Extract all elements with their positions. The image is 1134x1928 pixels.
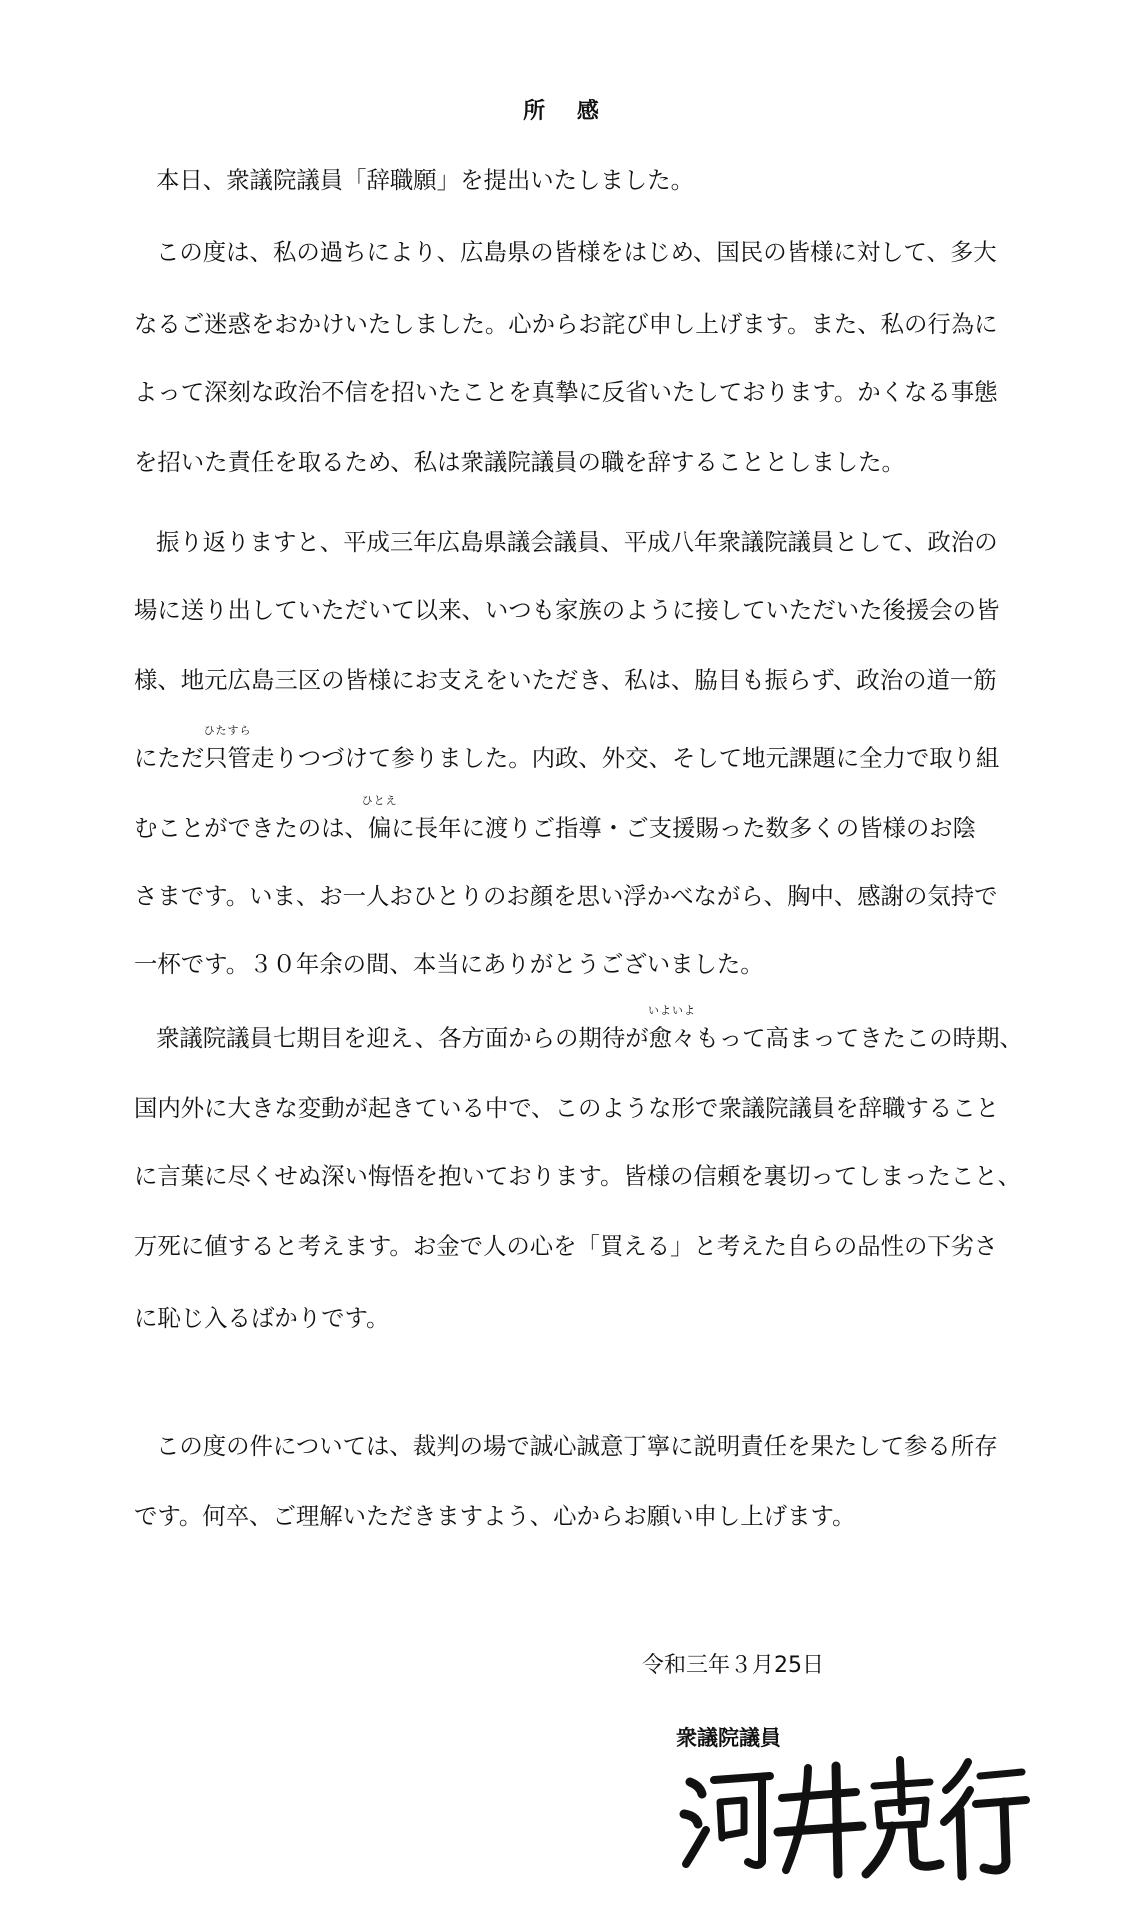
line-2: この度は、私の過ちにより、広島県の皆様をはじめ、国民の皆様に対して、多大: [156, 238, 997, 266]
line-15: に言葉に尽くせぬ深い悔悟を抱いております。皆様の信頼を裏切ってしまったこと、: [134, 1162, 1021, 1190]
ruby-reading-iyoiyo: いよいよ: [648, 1004, 696, 1017]
line-10-before: むことができたのは、: [134, 814, 368, 842]
line-12: 一杯です。３０年余の間、本当にありがとうございました。: [134, 950, 764, 978]
line-13-before: 衆議院議員七期目を迎え、各方面からの期待が: [156, 1024, 649, 1052]
line-18: この度の件については、裁判の場で誠心誠意丁寧に説明責任を果たして参る所存: [156, 1432, 998, 1460]
ruby-iyoiyo: [648, 1004, 696, 1054]
handwritten-signature: [678, 1752, 1030, 1882]
line-19: です。何卒、ご理解いただきますよう、心からお願い申し上げます。: [134, 1502, 856, 1530]
line-6: 振り返りますと、平成三年広島県議会議員、平成八年衆議院議員として、政治の: [156, 528, 998, 556]
document-date: 令和三年３月25日: [642, 1653, 824, 1678]
line-13-after: もって高まってきたこの時期、: [695, 1024, 1023, 1052]
line-5: を招いた責任を取るため、私は衆議院議員の職を辞することとしました。: [134, 448, 905, 476]
line-17: に恥じ入るばかりです。: [134, 1304, 390, 1332]
line-11: さまです。いま、お一人おひとりのお顔を思い浮かべながら、胸中、感謝の気持で: [134, 882, 998, 910]
line-13: [156, 1004, 1023, 1054]
document-title: 所 感: [523, 99, 611, 124]
line-1: 本日、衆議院議員「辞職願」を提出いたしました。: [156, 166, 694, 194]
line-9-after: 走りつづけて参りました。内政、外交、そして地元課題に全力で取り組: [250, 744, 1000, 772]
line-14: 国内外に大きな変動が起きている中で、このような形で衆議院議員を辞職すること: [134, 1094, 999, 1122]
ruby-reading-hitasura: ひたすら: [203, 724, 252, 737]
line-4: よって深刻な政治不信を招いたことを真摯に反省いたしております。かくなる事態: [134, 378, 998, 406]
ruby-reading-hitoe: ひとえ: [361, 794, 398, 807]
ruby-base-iyoiyo: 愈々: [648, 1024, 696, 1052]
ruby-hitasura: [203, 724, 252, 774]
line-7: 場に送り出していただいて以来、いつも家族のように接していただいた後援会の皆: [134, 596, 1000, 624]
signatory-position: 衆議院議員: [676, 1726, 781, 1750]
line-10-after: に長年に渡りご指導・ご支援賜った数多くの皆様のお陰: [391, 814, 977, 842]
ruby-hitoe: [361, 794, 398, 844]
ruby-base-hitasura: 只管: [204, 744, 251, 772]
line-10: [134, 794, 977, 844]
line-16: 万死に値すると考えます。お金で人の心を「買える」と考えた自らの品性の下劣さ: [134, 1232, 998, 1260]
line-9: [134, 724, 1000, 774]
line-3: なるご迷惑をおかけいたしました。心からお詫び申し上げます。また、私の行為に: [134, 310, 998, 338]
signature-brush-strokes: [678, 1752, 1030, 1882]
line-9-before: にただ: [134, 744, 205, 772]
ruby-base-hitoe: 偏: [367, 814, 392, 842]
line-8: 様、地元広島三区の皆様にお支えをいただき、私は、脇目も振らず、政治の道一筋: [134, 666, 997, 694]
